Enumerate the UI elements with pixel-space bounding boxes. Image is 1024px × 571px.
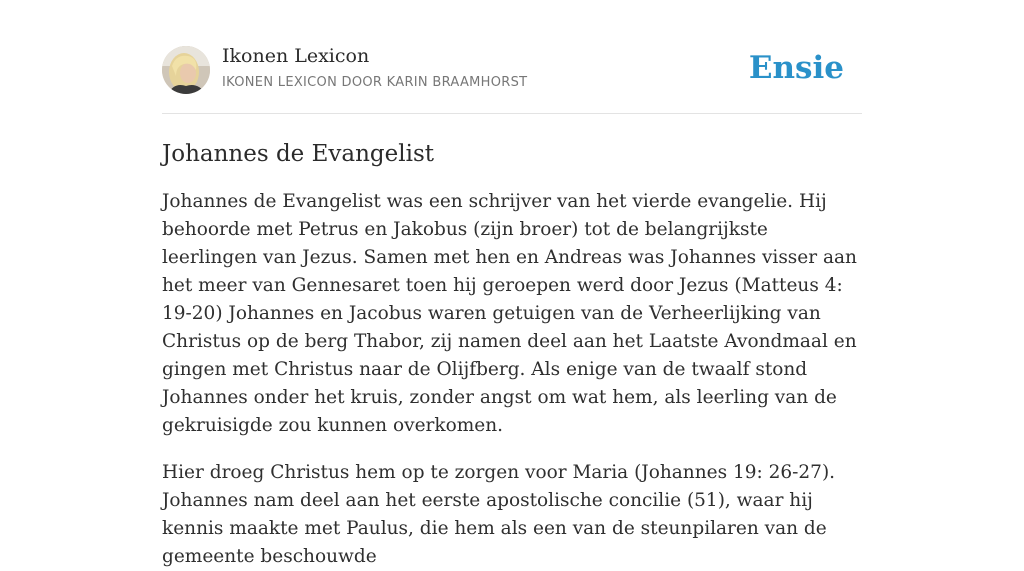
author-avatar[interactable] <box>162 46 210 94</box>
source-title[interactable]: Ikonen Lexicon <box>222 45 370 67</box>
article-body <box>162 188 862 571</box>
source-subtitle[interactable]: IKONEN LEXICON DOOR KARIN BRAAMHORST <box>222 75 528 90</box>
article-paragraph: Johannes de Evangelist was een schrijver van het vierde evangelie. Hij behoorde met Petrus en Jakobus (zijn broer) tot de belangrijkste leerlingen van Jezus. Samen met hen en Andreas was Johannes visser aan het meer van Gennesaret toen hij geroepen werd door Jezus (Matteus 4: 19-20) Johannes en Jacobus waren getuigen van de Verheerlijking van Christus op de berg Thabor, zij namen deel aan het Laatste Avondmaal en gingen met Christus naar de Olijfberg. Als enige van de twaalf stond Johannes onder het kruis, zonder angst om wat hem, als leerling van de gekruisigde zou kunnen overkomen. <box>162 191 857 436</box>
source-header <box>162 0 862 114</box>
article-title: Johannes de Evangelist <box>162 141 434 167</box>
page-container <box>162 0 862 571</box>
avatar-image <box>162 46 210 94</box>
ensie-logo[interactable]: Ensie <box>748 50 844 86</box>
article-paragraph: Hier droeg Christus hem op te zorgen voor Maria (Johannes 19: 26-27). Johannes nam deel aan het eerste apostolische concilie (51), waar hij kennis maakte met Paulus, die hem als een van de steunpilaren van de gemeente beschouwde <box>162 462 836 567</box>
